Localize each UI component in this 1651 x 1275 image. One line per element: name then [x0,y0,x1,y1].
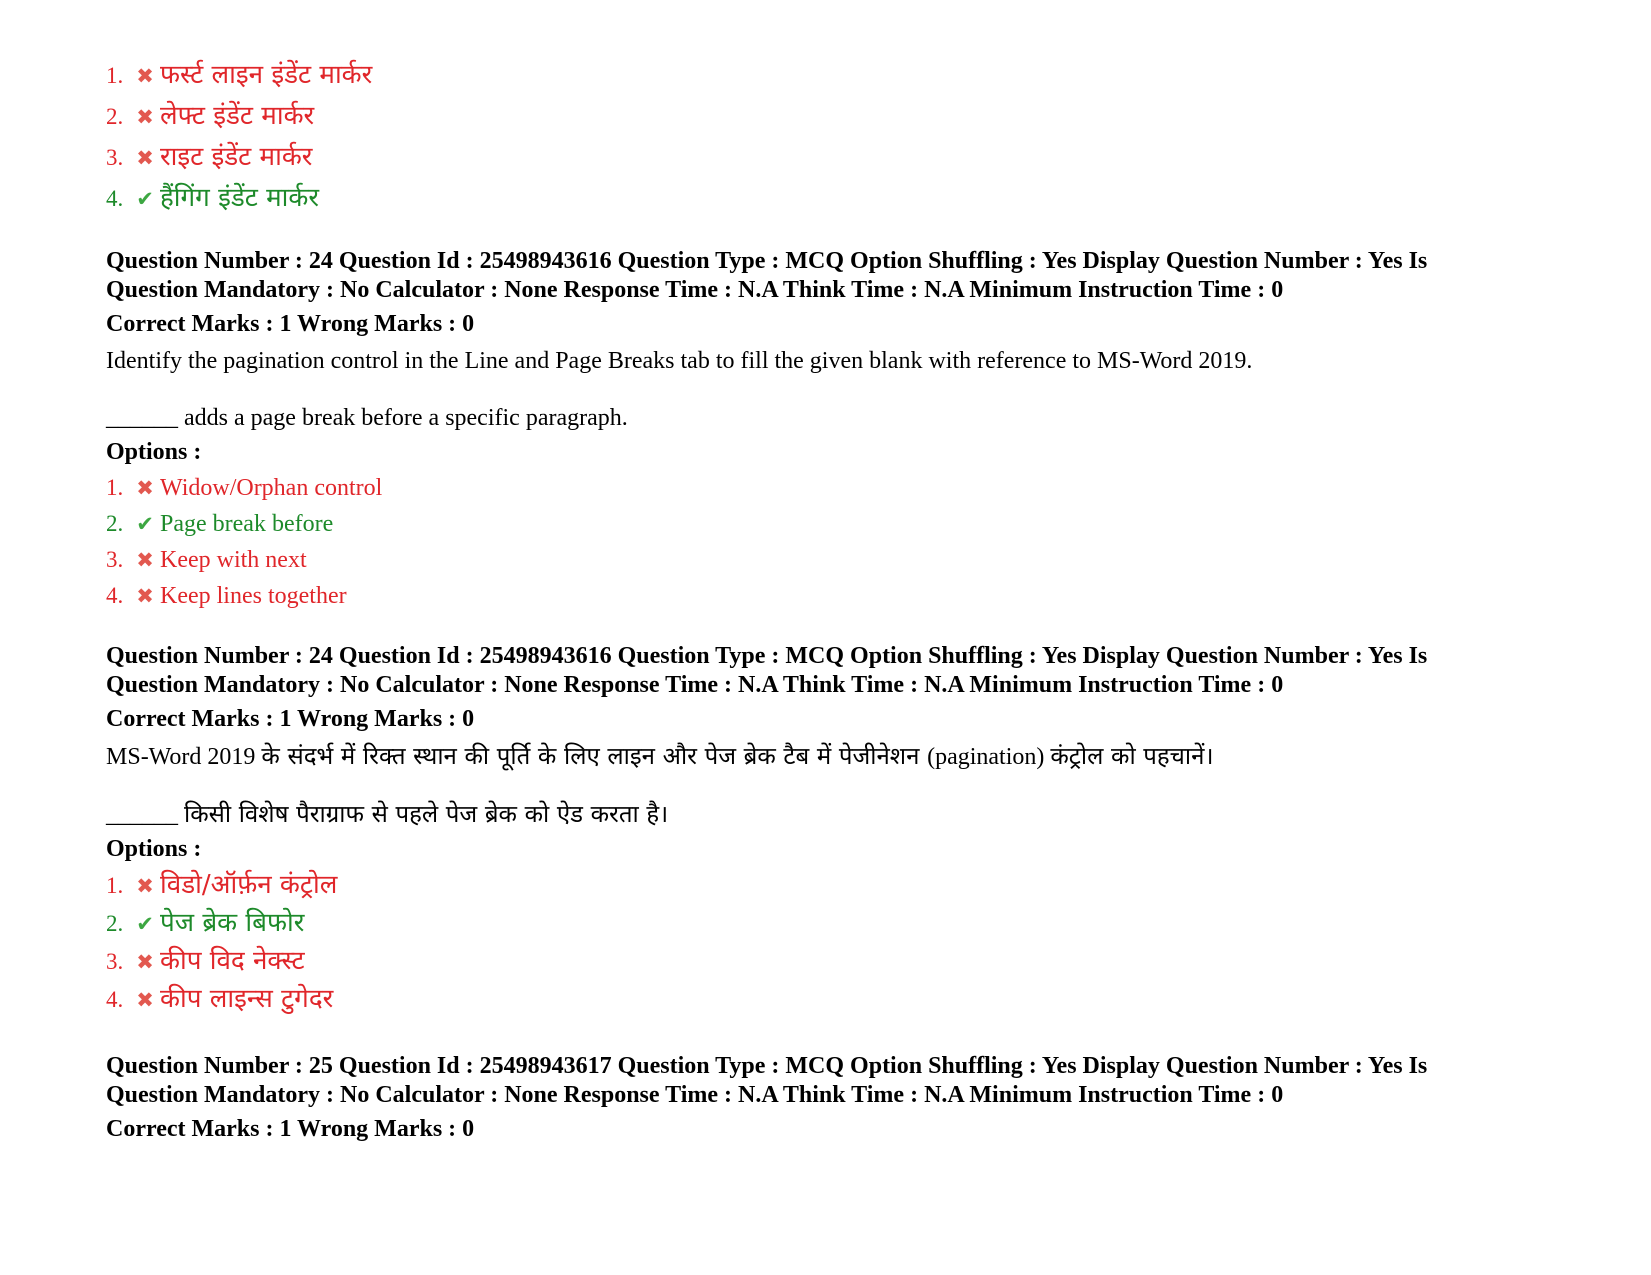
option-number: 3. [106,145,124,170]
option-item-2 [106,96,1546,137]
option-text: विडो/ऑर्फ़न कंट्रोल [160,870,338,900]
cross-icon: ✖ [136,548,154,572]
question-text-hindi: के संदर्भ में रिक्त स्थान की पूर्ति के लिए लाइन और पेज ब्रेक टैब में पेजीनेशन [261,742,928,770]
blank-line-text: किसी विशेष पैराग्राफ से पहले पेज ब्रेक को ऐड करता है। [184,800,669,828]
question-text: Identify the pagination control in the Line and Page Breaks tab to fill the given blank with reference to MS-Word 2019. [106,348,1253,374]
question-meta-line: Question Number : 24 Question Id : 25498943616 Question Type : MCQ Option Shuffling : Yes Display Question Number : Yes Is [106,643,1428,669]
option-text: कीप लाइन्स टुगेदर [160,984,334,1014]
question-meta-line: Question Mandatory : No Calculator : None Response Time : N.A Think Time : N.A Minimum Instruction Time : 0 [106,1082,1284,1108]
option-item-1 [106,867,1546,905]
option-item-1 [106,470,1546,506]
question-meta-line: Question Mandatory : No Calculator : None Response Time : N.A Think Time : N.A Minimum Instruction Time : 0 [106,672,1284,698]
fill-blank-line: ______ adds a page break before a specific paragraph. [106,405,628,431]
option-item-1 [106,55,1546,96]
question-text [106,741,1546,772]
option-item-3 [106,137,1546,178]
cross-icon: ✖ [136,476,154,500]
option-number: 4. [106,987,124,1012]
option-item-4 [106,178,1546,219]
option-number: 4. [106,186,124,211]
option-number: 2. [106,911,124,936]
marks-line: Correct Marks : 1 Wrong Marks : 0 [106,311,475,337]
option-number: 2. [106,104,124,129]
cross-icon: ✖ [136,988,154,1012]
marks-line: Correct Marks : 1 Wrong Marks : 0 [106,706,475,732]
option-item-3 [106,542,1546,578]
option-text: राइट इंडेंट मार्कर [160,142,313,172]
question-text-hindi: कंट्रोल को पहचानें। [1050,742,1214,770]
option-text: कीप विद नेक्स्ट [160,946,305,976]
option-text: Page break before [160,511,334,537]
check-icon: ✔ [136,187,154,211]
cross-icon: ✖ [136,584,154,608]
option-number: 2. [106,511,124,536]
question-text-english-term: (pagination) [927,744,1051,770]
cross-icon: ✖ [136,105,154,129]
option-item-2 [106,905,1546,943]
question-24-hindi [106,642,1546,1019]
option-number: 3. [106,547,124,572]
option-text: फर्स्ट लाइन इंडेंट मार्कर [160,60,373,90]
marks-line: Correct Marks : 1 Wrong Marks : 0 [106,1116,475,1142]
cross-icon: ✖ [136,950,154,974]
options-label: Options : [106,439,202,465]
option-number: 1. [106,63,124,88]
option-item-4 [106,981,1546,1019]
fill-blank-line [106,799,1546,830]
option-item-4 [106,578,1546,614]
question-25 [106,1052,1546,1144]
option-list [106,55,1546,219]
question-meta-line: Question Number : 24 Question Id : 25498943616 Question Type : MCQ Option Shuffling : Yes Display Question Number : Yes Is [106,248,1428,274]
option-text: लेफ्ट इंडेंट मार्कर [160,101,315,131]
option-text: Keep lines together [160,583,347,609]
previous-question-options [106,55,1546,219]
option-text: Widow/Orphan control [160,475,383,501]
blank-marker: ______ [106,802,184,828]
option-item-3 [106,943,1546,981]
option-number: 1. [106,475,124,500]
option-item-2 [106,506,1546,542]
cross-icon: ✖ [136,874,154,898]
question-meta-line: Question Number : 25 Question Id : 25498943617 Question Type : MCQ Option Shuffling : Yes Display Question Number : Yes Is [106,1053,1428,1079]
option-number: 4. [106,583,124,608]
cross-icon: ✖ [136,64,154,88]
question-24-english [106,247,1546,614]
option-number: 1. [106,873,124,898]
option-text: पेज ब्रेक बिफोर [160,908,305,938]
options-label: Options : [106,836,202,862]
question-meta-line: Question Mandatory : No Calculator : None Response Time : N.A Think Time : N.A Minimum Instruction Time : 0 [106,277,1284,303]
option-list [106,470,1546,614]
option-text: Keep with next [160,547,307,573]
option-list [106,867,1546,1019]
option-number: 3. [106,949,124,974]
check-icon: ✔ [136,912,154,936]
cross-icon: ✖ [136,146,154,170]
question-text-prefix: MS-Word 2019 [106,744,262,770]
check-icon: ✔ [136,512,154,536]
option-text: हैंगिंग इंडेंट मार्कर [160,183,320,213]
